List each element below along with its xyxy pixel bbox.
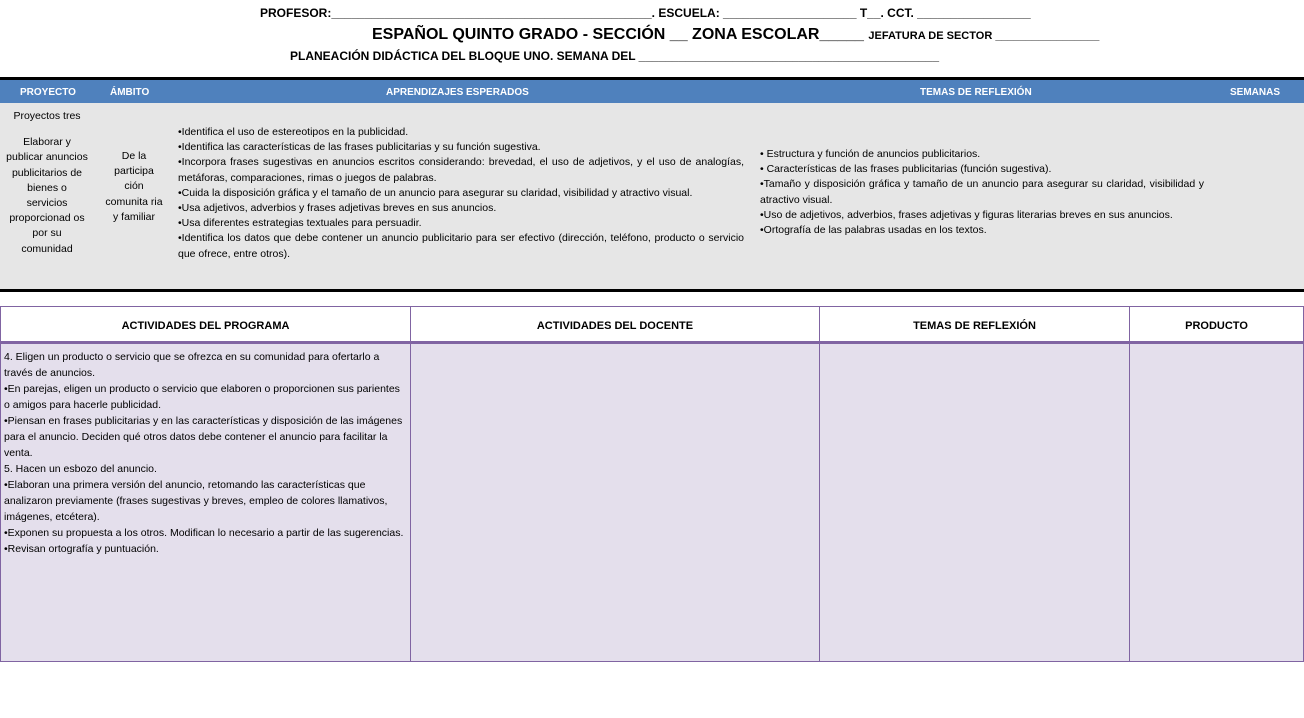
cell-temas bbox=[760, 147, 1204, 238]
aprendizaje-item: •Identifica los datos que debe contener un anuncio publicitario para ser efectivo (dirección, teléfono, producto o servicio que ofrece, entre otros). bbox=[178, 232, 744, 260]
header-line-planeacion: PLANEACIÓN DIDÁCTICA DEL BLOQUE UNO. SEMANA DEL _____________________________________________ bbox=[290, 49, 940, 63]
actividad-item: •Exponen su propuesta a los otros. Modifican lo necesario a partir de las sugerencias. bbox=[4, 527, 404, 539]
tema-item: • Estructura y función de anuncios publicitarios. bbox=[760, 148, 981, 160]
actividad-item: 5. Hacen un esbozo del anuncio. bbox=[4, 463, 157, 475]
tema-item: •Uso de adjetivos, adverbios, frases adjetivas y figuras literarias breves en sus anuncios. bbox=[760, 208, 1173, 221]
col-header-proyecto: PROYECTO bbox=[20, 87, 76, 98]
header-title-main: ESPAÑOL QUINTO GRADO - SECCIÓN __ ZONA ESCOLAR_____ bbox=[372, 26, 869, 43]
tema-item: •Ortografía de las palabras usadas en los textos. bbox=[760, 224, 987, 237]
cell-proyecto bbox=[0, 109, 94, 257]
col-header-producto: PRODUCTO bbox=[1185, 320, 1248, 332]
header-title-jefatura: JEFATURA DE SECTOR _________________ bbox=[868, 30, 1100, 42]
actividad-item: •Piensan en frases publicitarias y en las características y disposición de las imágenes para el anuncio. Deciden qué otros datos debe contener el anuncio para facilitar la venta. bbox=[4, 415, 403, 459]
aprendizaje-item: •Usa adjetivos, adverbios y frases adjetivas breves en sus anuncios. bbox=[178, 202, 497, 215]
aprendizaje-item: •Usa diferentes estrategias textuales para persuadir. bbox=[178, 217, 422, 230]
col-header-actividades-docente: ACTIVIDADES DEL DOCENTE bbox=[536, 320, 694, 332]
activities-table-row bbox=[1, 344, 1303, 661]
actividad-item: •Elaboran una primera versión del anuncio, retomando las características que analizaron previamente (frases sugestivas y breves, empleo de colores llamativos, imágenes, etcétera). bbox=[4, 479, 388, 523]
header-line-title bbox=[372, 26, 1304, 44]
column-divider bbox=[410, 344, 411, 661]
col-header-semanas: SEMANAS bbox=[1230, 87, 1281, 98]
planning-table-header bbox=[0, 77, 1304, 103]
actividad-item: 4. Eligen un producto o servicio que se ofrezca en su comunidad para ofertarlo a través de anuncios. bbox=[4, 351, 380, 379]
aprendizaje-item: •Cuida la disposición gráfica y el tamaño de un anuncio para asegurar su claridad, visibilidad y atractivo visual. bbox=[178, 186, 693, 199]
column-divider bbox=[1129, 344, 1130, 661]
col-header-actividades-programa: ACTIVIDADES DEL PROGRAMA bbox=[121, 320, 290, 332]
col-header-aprendizajes: APRENDIZAJES ESPERADOS bbox=[386, 87, 529, 98]
actividad-item: •Revisan ortografía y puntuación. bbox=[4, 543, 159, 555]
cell-actividades-programa bbox=[4, 349, 406, 557]
activities-table-header bbox=[1, 306, 1303, 344]
actividad-item: •En parejas, eligen un producto o servicio que elaboren o proporcionen sus parientes o amigos para hacerle publicidad. bbox=[4, 383, 400, 411]
cell-aprendizajes bbox=[178, 125, 744, 262]
planning-table-row bbox=[0, 103, 1304, 292]
planning-table bbox=[0, 77, 1304, 292]
aprendizaje-item: •Identifica las características de las frases publicitarias y su función sugestiva. bbox=[178, 141, 541, 154]
proyecto-title: Elaborar y publicar anuncios publicitarios de bienes o servicios proporcionad os por su comunidad bbox=[6, 136, 88, 255]
aprendizaje-item: •Identifica el uso de estereotipos en la publicidad. bbox=[178, 126, 409, 138]
column-divider bbox=[819, 344, 820, 661]
cell-ambito: De la participa ción comunita ria y familiar bbox=[105, 150, 163, 223]
tema-item: •Tamaño y disposición gráfica y tamaño de un anuncio para asegurar su claridad, visibilidad y atractivo visual. bbox=[760, 178, 1204, 206]
proyecto-label: Proyectos tres bbox=[13, 110, 81, 122]
column-divider bbox=[410, 307, 411, 342]
aprendizaje-item: •Incorpora frases sugestivas en anuncios escritos considerando: brevedad, el uso de adjetivos, y el uso de analogías, metáforas, comparaciones, rimas o juegos de palabras. bbox=[178, 156, 744, 184]
col-header-temas-reflexion: TEMAS DE REFLEXIÓN bbox=[913, 320, 1036, 332]
col-header-temas: TEMAS DE REFLEXIÓN bbox=[920, 87, 1032, 98]
header-line-profesor: PROFESOR:________________________________________________. ESCUELA: ____________________ T__. CCT. _________________ bbox=[260, 6, 1031, 20]
column-divider bbox=[819, 307, 820, 342]
activities-table bbox=[0, 306, 1304, 662]
column-divider bbox=[1129, 307, 1130, 342]
tema-item: • Características de las frases publicitarias (función sugestiva). bbox=[760, 163, 1052, 176]
col-header-ambito: ÁMBITO bbox=[110, 87, 150, 98]
